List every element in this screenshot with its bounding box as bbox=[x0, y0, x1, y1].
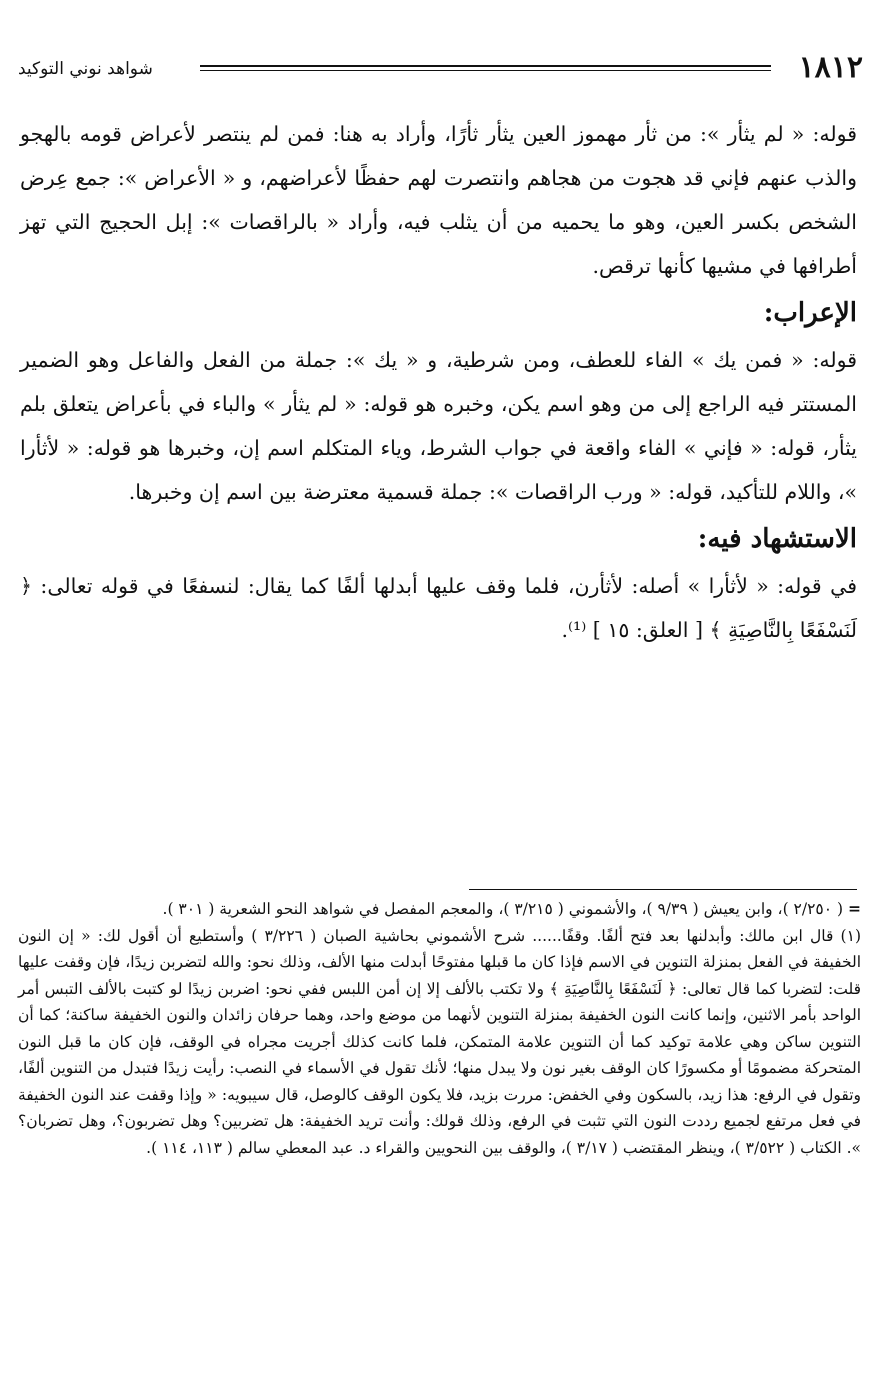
footnotes bbox=[18, 896, 861, 1161]
running-title: شواهد نوني التوكيد bbox=[18, 59, 153, 79]
paragraph-explanation: قوله: « لم يثأر »: من ثأر مهموز العين يثأر ثأرًا، وأراد به هنا: فمن لم ينتصر لأعراض قومه بالهجو والذب عنهم فإني قد هجوت من هجاهم وانتصرت لهم حفظًا لأعراضهم، و « الأعراض »: جمع عِرض الشخص بكسر العين، وهو ما يحميه من أن يثلب فيه، وأراد « بالراقصات »: إبل الحجيج التي تهز أطرافها في مشيها كأنها ترقص. bbox=[20, 122, 857, 278]
paragraph-irab: قوله: « فمن يك » الفاء للعطف، ومن شرطية، و « يك »: جملة من الفعل والفاعل وهو الضمير المستتر فيه الراجع إلى من وهو اسم يكن، وخبره هو قوله: « لم يثأر » والباء في بأعراض يتعلق بلم يثأر، قوله: « فإني » الفاء واقعة في جواب الشرط، وياء المتكلم اسم إن، وخبرها هو قوله: « لأثأرا »، واللام للتأكيد، قوله: « ورب الراقصات »: جملة قسمية معترضة بين اسم إن وخبرها. bbox=[20, 348, 857, 504]
paragraph-istishhad: في قوله: « لأثأرا » أصله: لأثأرن، فلما وقف عليها أبدلها ألفًا كما يقال: لنسفعًا في قوله تعالى: ﴿ لَنَسْفَعًا بِالنَّاصِيَةِ ﴾ [ العلق: ١٥ ] ⁽¹⁾. bbox=[20, 574, 857, 642]
continuation-mark: = bbox=[848, 899, 861, 918]
page-number: ١٨١٢ bbox=[798, 50, 863, 85]
header-rule-thin bbox=[200, 70, 771, 71]
page-header bbox=[18, 50, 863, 90]
footnote-continuation-text: ( ٢/٢٥٠ )، وابن يعيش ( ٩/٣٩ )، والأشموني ( ٣/٢١٥ )، والمعجم المفصل في شواهد النحو الشعرية ( ٣٠١ ). bbox=[162, 900, 844, 918]
heading-istishhad: الاستشهاد فيه: bbox=[697, 524, 857, 554]
main-text bbox=[20, 112, 857, 652]
footnote-1: (١) قال ابن مالك: وأبدلنها بعد فتح ألفًا. وقفًا...... شرح الأشموني بحاشية الصبان ( ٣/٢٢٦ ) وأستطيع أن أقول لك: « إن النون الخفيفة في الفعل بمنزلة التنوين في الاسم فإذا كان ما قبلها مفتوحًا أبدلت منها الألف، وذلك نحو: والله لتضربن زيدًا، فإن وقفت عليها قلت: لتضربا كما قال تعالى: ﴿ لَنَسْفَعًا بِالنَّاصِيَةِ ﴾ ولا تكتب بالألف إلا إن أمن اللبس ففي نحو: اضربن زيدًا لو كتبت بالألف التبس أمر الواحد بأمر الاثنين، وإنما كانت النون الخفيفة بمنزلة التنوين لأنهما من موضع واحد، وهما حرفان زائدان والنون الخفيفة ساكنة؛ كما أن التنوين ساكن وهي علامة توكيد كما أن التنوين علامة المتمكن، فلما كانت كذلك أجريت مجراه في الوقف، فإن كان ما قبل النون المتحركة مضمومًا أو مكسورًا كان الوقف بغير نون ولا يبدل منها؛ لأنك تقول في الأسماء في النصب: رأيت زيدًا فتبدل من التنوين ألفًا، وتقول في الرفع: هذا زيد، بالسكون وفي الخفض: مررت بزيد، فلا يكون الوقف كالوصل، قال سيبويه: « وإذا وقفت عند النون الخفيفة في فعل مرتفع لجميع رددت النون التي تثبت في الرفع، وذلك قولك: وأنت تريد الخفيفة: هل تضربين؟ وهل تضربون؟، وهل تضربان؟ ». الكتاب ( ٣/٥٢٢ )، وينظر المقتضب ( ٣/١٧ )، والوقف بين النحويين والقراء د. عبد المعطي سالم ( ١١٣، ١١٤ ). bbox=[18, 926, 861, 1157]
header-rule bbox=[200, 65, 771, 67]
footnote-continuation bbox=[18, 896, 861, 923]
heading-irab: الإعراب: bbox=[763, 298, 857, 328]
footnote-separator bbox=[469, 889, 857, 890]
